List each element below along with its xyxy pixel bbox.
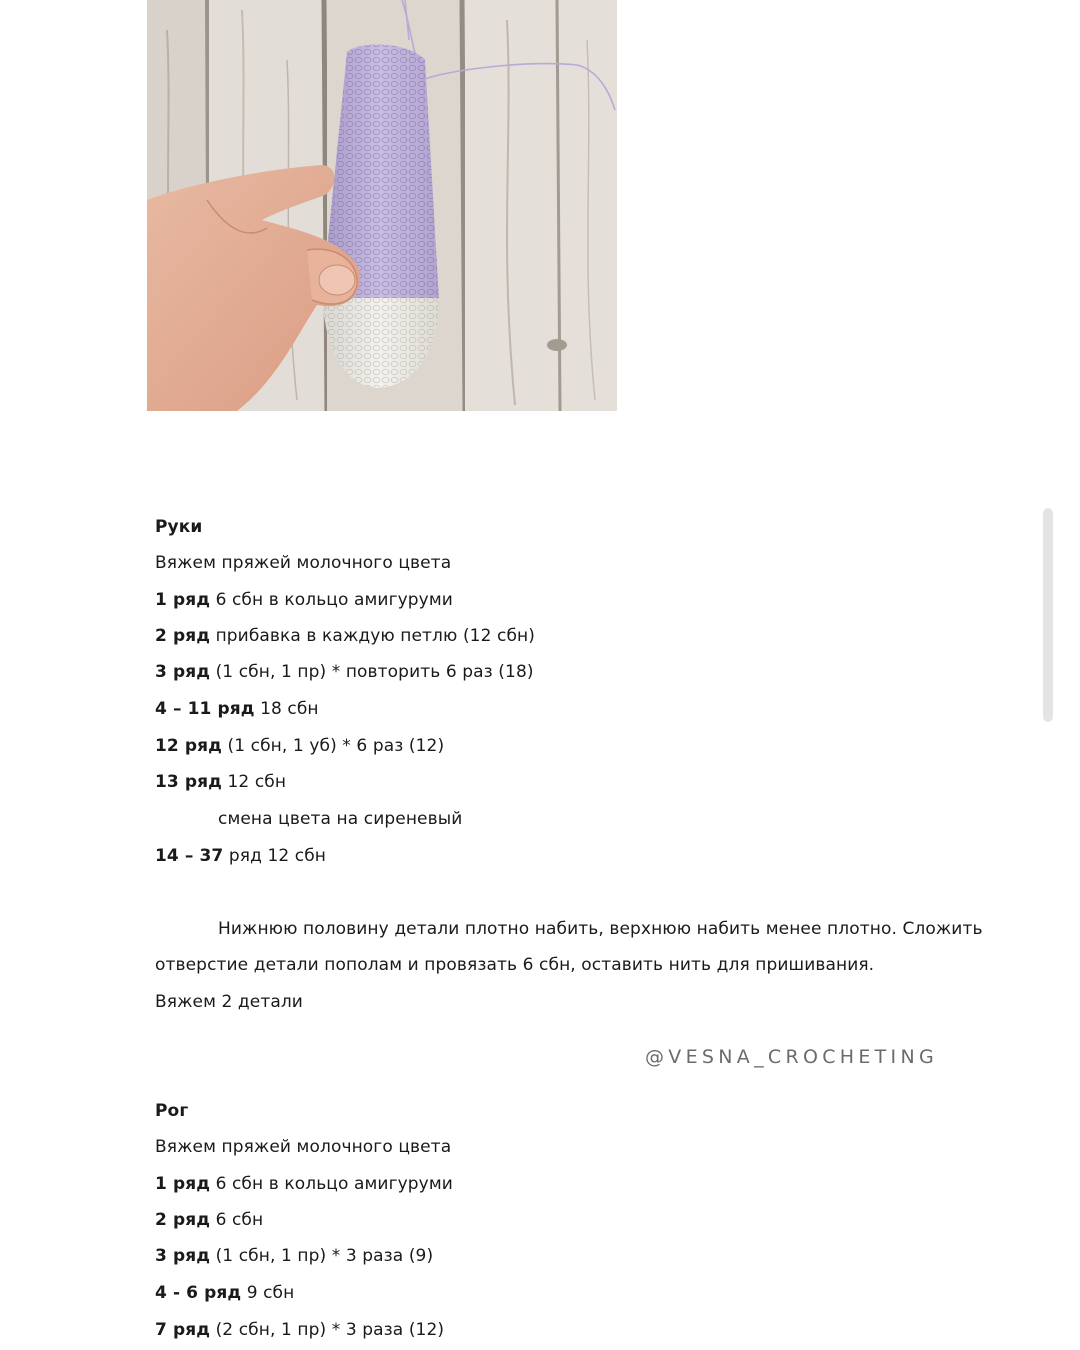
vertical-scrollbar[interactable] (1043, 508, 1053, 722)
horn-row: 3 ряд (1 сбн, 1 пр) * 3 раза (9) (155, 1246, 434, 1266)
arms-stuffing-paragraph: Нижнюю половину детали плотно набить, верхнюю набить менее плотно. Сложить (218, 919, 983, 939)
arms-row: 3 ряд (1 сбн, 1 пр) * повторить 6 раз (18) (155, 662, 534, 682)
arms-row: 14 – 37 ряд 12 сбн (155, 846, 327, 866)
arms-row: 12 ряд (1 сбн, 1 уб) * 6 раз (12) (155, 736, 445, 756)
arms-color-change: смена цвета на сиреневый (218, 809, 463, 829)
arms-row: 1 ряд 6 сбн в кольцо амигуруми (155, 590, 453, 610)
arms-row: 13 ряд 12 сбн (155, 772, 287, 792)
crochet-arm-photo (147, 0, 617, 411)
horn-row: 1 ряд 6 сбн в кольцо амигуруми (155, 1174, 453, 1194)
horn-title: Рог (155, 1101, 189, 1121)
horn-row: 2 ряд 6 сбн (155, 1210, 264, 1230)
arms-yarn: Вяжем пряжей молочного цвета (155, 553, 452, 573)
watermark: @VESNA_CROCHETING (645, 1046, 939, 1068)
horn-row: 7 ряд (2 сбн, 1 пр) * 3 раза (12) (155, 1320, 445, 1340)
horn-yarn: Вяжем пряжей молочного цвета (155, 1137, 452, 1157)
arms-title: Руки (155, 517, 203, 537)
arms-stuffing-paragraph-continued: отверстие детали пополам и провязать 6 сбн, оставить нить для пришивания. (155, 955, 875, 975)
arms-count: Вяжем 2 детали (155, 992, 303, 1012)
arms-row: 2 ряд прибавка в каждую петлю (12 сбн) (155, 626, 535, 646)
arms-row: 4 – 11 ряд 18 сбн (155, 699, 319, 719)
horn-row: 4 - 6 ряд 9 сбн (155, 1283, 295, 1303)
